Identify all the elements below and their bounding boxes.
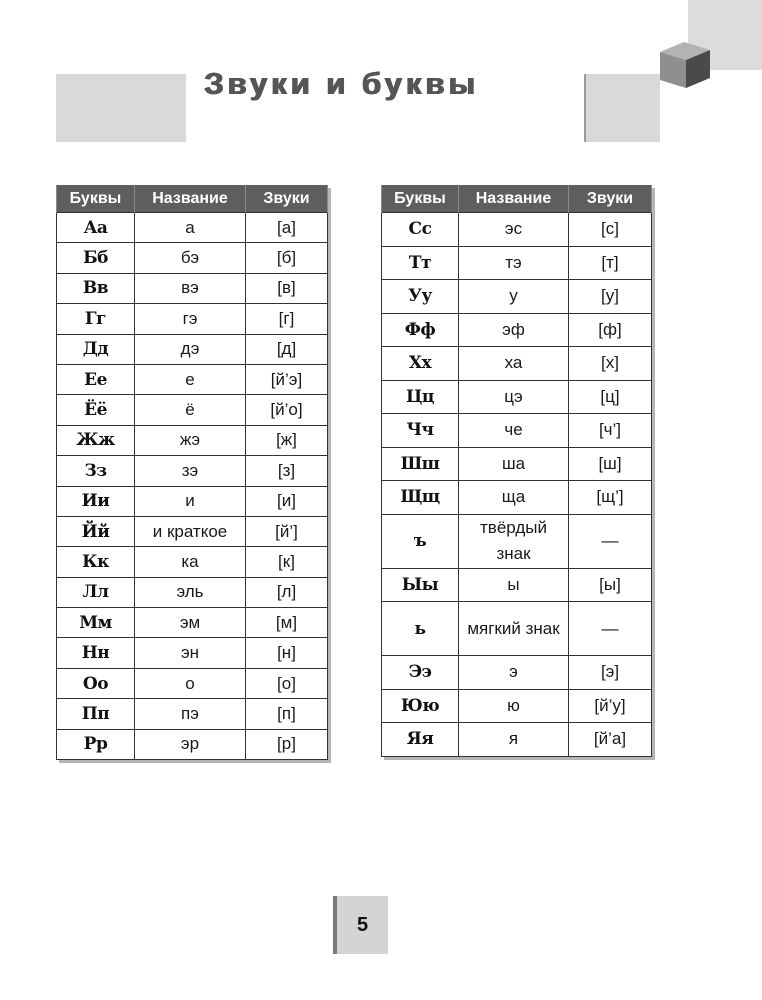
letter-cell: Дд [57, 334, 135, 364]
letter-cell: ь [382, 602, 459, 656]
name-cell: твёрдый знак [459, 514, 569, 568]
header-decoration-left [56, 74, 186, 142]
alphabet-table-right [381, 185, 652, 757]
column-header-name: Название [459, 185, 569, 213]
name-cell: эм [135, 608, 246, 638]
table-header [382, 185, 652, 213]
sound-cell: [о] [246, 668, 328, 698]
sound-cell: [б] [246, 243, 328, 273]
letter-cell: Йй [57, 516, 135, 546]
letter-cell: Цц [382, 380, 459, 414]
sound-cell: [з] [246, 456, 328, 486]
letter-cell: Лл [57, 577, 135, 607]
name-cell: о [135, 668, 246, 698]
table-row [57, 334, 328, 364]
table-row [57, 425, 328, 455]
name-cell: пэ [135, 699, 246, 729]
sound-cell: [й’а] [569, 723, 652, 757]
name-cell: и [135, 486, 246, 516]
sound-cell: [н] [246, 638, 328, 668]
letter-cell: Уу [382, 280, 459, 314]
sound-cell: [м] [246, 608, 328, 638]
table-row [382, 347, 652, 381]
sound-cell: [к] [246, 547, 328, 577]
letter-cell: Кк [57, 547, 135, 577]
table-row [57, 577, 328, 607]
sound-cell: [и] [246, 486, 328, 516]
sound-cell: [в] [246, 273, 328, 303]
letter-cell: Ыы [382, 568, 459, 602]
table-row [57, 608, 328, 638]
sound-cell: [ц] [569, 380, 652, 414]
name-cell: ща [459, 481, 569, 515]
name-cell: эр [135, 729, 246, 759]
sound-cell: [т] [569, 246, 652, 280]
name-cell: зэ [135, 456, 246, 486]
table-row [57, 213, 328, 243]
letter-cell: Жж [57, 425, 135, 455]
table-row [57, 273, 328, 303]
table-row [57, 547, 328, 577]
letter-cell: Мм [57, 608, 135, 638]
letter-cell: Бб [57, 243, 135, 273]
table-row [382, 213, 652, 247]
letter-cell: Ее [57, 364, 135, 394]
letter-cell: Гг [57, 304, 135, 334]
table-row [57, 638, 328, 668]
table-row [382, 514, 652, 568]
sound-cell: [р] [246, 729, 328, 759]
name-cell: цэ [459, 380, 569, 414]
cube-icon [656, 38, 712, 90]
name-cell: ка [135, 547, 246, 577]
sound-cell: [й’у] [569, 689, 652, 723]
letter-cell: Рр [57, 729, 135, 759]
name-cell: у [459, 280, 569, 314]
name-cell: жэ [135, 425, 246, 455]
column-header-name: Название [135, 185, 246, 213]
table-row [57, 668, 328, 698]
letter-cell: Ёё [57, 395, 135, 425]
name-cell: бэ [135, 243, 246, 273]
table-row [382, 447, 652, 481]
sound-cell: [э] [569, 656, 652, 690]
name-cell: тэ [459, 246, 569, 280]
sound-cell: [п] [246, 699, 328, 729]
sound-cell: [с] [569, 213, 652, 247]
column-header-sounds: Звуки [246, 185, 328, 213]
page-title: Звуки и буквы [204, 66, 479, 101]
header-decoration-right [584, 74, 660, 142]
sound-cell: [й’о] [246, 395, 328, 425]
letter-cell: Тт [382, 246, 459, 280]
table-row [382, 656, 652, 690]
table-row [57, 456, 328, 486]
name-cell: и краткое [135, 516, 246, 546]
name-cell: дэ [135, 334, 246, 364]
name-cell: эн [135, 638, 246, 668]
name-cell: вэ [135, 273, 246, 303]
table-row [382, 313, 652, 347]
table-row [382, 246, 652, 280]
letter-cell: Фф [382, 313, 459, 347]
name-cell: я [459, 723, 569, 757]
letter-cell: Нн [57, 638, 135, 668]
sound-cell: [ш] [569, 447, 652, 481]
sound-cell: [у] [569, 280, 652, 314]
name-cell: ха [459, 347, 569, 381]
sound-cell: [г] [246, 304, 328, 334]
table-row [382, 481, 652, 515]
table-row [382, 414, 652, 448]
sound-cell: [щ’] [569, 481, 652, 515]
table-row [57, 243, 328, 273]
letter-cell: Оо [57, 668, 135, 698]
table-row [382, 280, 652, 314]
table-header [57, 185, 328, 213]
sound-cell: [л] [246, 577, 328, 607]
letter-cell: Яя [382, 723, 459, 757]
table-row [57, 395, 328, 425]
letter-cell: Щщ [382, 481, 459, 515]
table-row [57, 516, 328, 546]
sound-cell: — [569, 602, 652, 656]
page-number: 5 [333, 896, 388, 954]
name-cell: а [135, 213, 246, 243]
letter-cell: Юю [382, 689, 459, 723]
letter-cell: Чч [382, 414, 459, 448]
table-row [382, 602, 652, 656]
letter-cell: Пп [57, 699, 135, 729]
sound-cell: [х] [569, 347, 652, 381]
name-cell: че [459, 414, 569, 448]
column-header-letters: Буквы [382, 185, 459, 213]
table-row [57, 486, 328, 516]
sound-cell: [ф] [569, 313, 652, 347]
name-cell: е [135, 364, 246, 394]
name-cell: эс [459, 213, 569, 247]
sound-cell: [ы] [569, 568, 652, 602]
letter-cell: ъ [382, 514, 459, 568]
column-header-sounds: Звуки [569, 185, 652, 213]
name-cell: мягкий знак [459, 602, 569, 656]
table-row [57, 729, 328, 759]
table-row [382, 689, 652, 723]
name-cell: гэ [135, 304, 246, 334]
letter-cell: Шш [382, 447, 459, 481]
letter-cell: Сс [382, 213, 459, 247]
letter-cell: Вв [57, 273, 135, 303]
sound-cell: — [569, 514, 652, 568]
name-cell: э [459, 656, 569, 690]
table-row [57, 364, 328, 394]
alphabet-table-left [56, 185, 328, 760]
name-cell: эф [459, 313, 569, 347]
table-row [382, 380, 652, 414]
name-cell: эль [135, 577, 246, 607]
name-cell: ё [135, 395, 246, 425]
table-row [57, 304, 328, 334]
table-row [382, 568, 652, 602]
letter-cell: Зз [57, 456, 135, 486]
sound-cell: [а] [246, 213, 328, 243]
sound-cell: [д] [246, 334, 328, 364]
sound-cell: [ж] [246, 425, 328, 455]
table-row [57, 699, 328, 729]
letter-cell: Аа [57, 213, 135, 243]
name-cell: ю [459, 689, 569, 723]
letter-cell: Ээ [382, 656, 459, 690]
letter-cell: Ии [57, 486, 135, 516]
table-row [382, 723, 652, 757]
column-header-letters: Буквы [57, 185, 135, 213]
sound-cell: [ч’] [569, 414, 652, 448]
name-cell: ша [459, 447, 569, 481]
sound-cell: [й’э] [246, 364, 328, 394]
letter-cell: Хх [382, 347, 459, 381]
name-cell: ы [459, 568, 569, 602]
sound-cell: [й’] [246, 516, 328, 546]
